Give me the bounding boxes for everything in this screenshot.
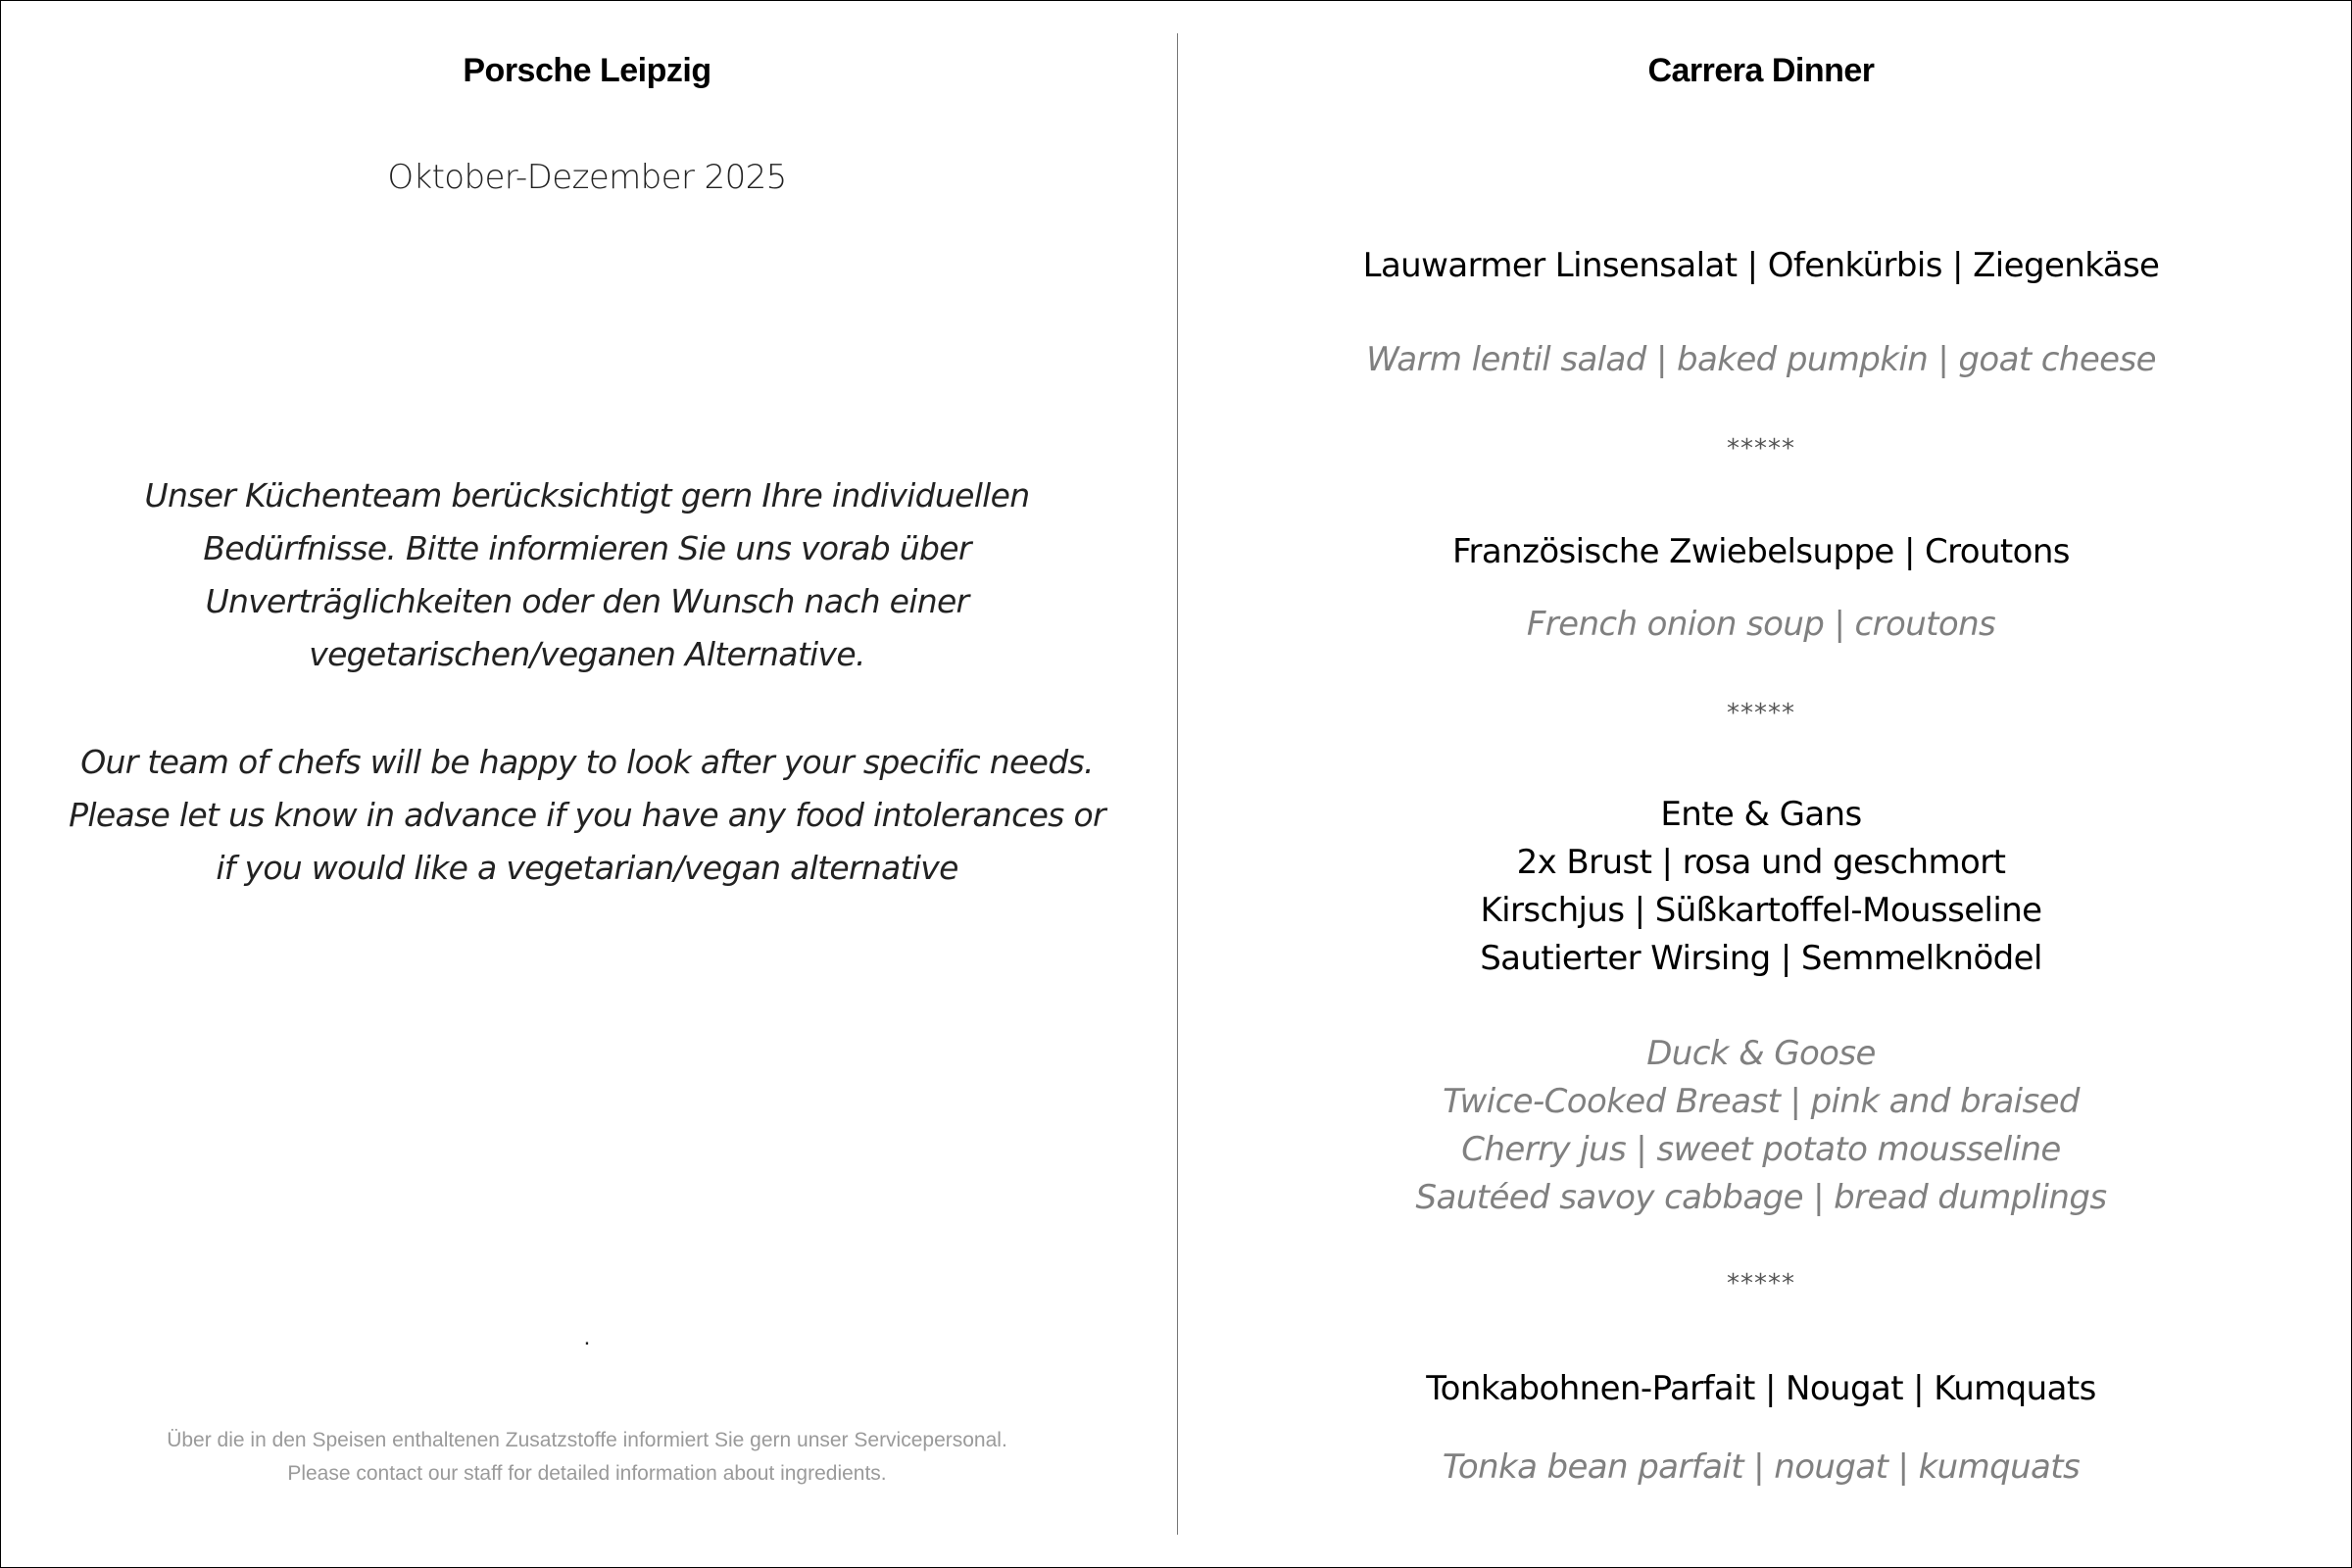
ingredients-footer bbox=[60, 1424, 1114, 1491]
course-english-line: Cherry jus | sweet potato mousseline bbox=[1461, 1130, 2061, 1169]
course-german-line: 2x Brust | rosa und geschmort bbox=[1516, 843, 2006, 882]
course-dessert bbox=[1226, 1365, 2296, 1413]
course-german-line: Tonkabohnen-Parfait | Nougat | Kumquats bbox=[1426, 1369, 2096, 1408]
course-main-translation bbox=[1226, 1030, 2296, 1222]
course-main bbox=[1226, 791, 2296, 983]
dietary-note-english: Our team of chefs will be happy to look after your specific needs. Please let us know in advance if you have any food intolerances or if you would like a vegetarian/vegan alternative bbox=[69, 743, 1105, 887]
course-english-line: Sautéed savoy cabbage | bread dumplings bbox=[1415, 1178, 2107, 1217]
footer-english: Please contact our staff for detailed information about ingredients. bbox=[287, 1462, 887, 1485]
course-separator: ***** bbox=[1727, 699, 1795, 728]
course-soup-translation bbox=[1226, 601, 2296, 649]
course-german-line: Kirschjus | Süßkartoffel-Mousseline bbox=[1480, 891, 2042, 930]
menu-title: Carrera Dinner bbox=[1647, 52, 1875, 89]
course-soup bbox=[1226, 528, 2296, 576]
course-german-line: Sautierter Wirsing | Semmelknödel bbox=[1480, 939, 2042, 978]
dot-mark: . bbox=[583, 1324, 591, 1350]
course-english-line: Tonka bean parfait | nougat | kumquats bbox=[1442, 1447, 2081, 1487]
course-starter-translation bbox=[1226, 336, 2296, 384]
course-dessert-translation bbox=[1226, 1444, 2296, 1492]
course-separator: ***** bbox=[1727, 1269, 1795, 1298]
footer-german: Über die in den Speisen enthaltenen Zusatzstoffe informiert Sie gern unser Servicepersonal. bbox=[167, 1429, 1007, 1451]
course-english-line: Twice-Cooked Breast | pink and braised bbox=[1443, 1082, 2080, 1121]
course-german-line: Französische Zwiebelsuppe | Croutons bbox=[1452, 532, 2070, 571]
course-english-line: French onion soup | croutons bbox=[1526, 605, 1996, 644]
dietary-note-german: Unser Küchenteam berücksichtigt gern Ihre individuellen Bedürfnisse. Bitte informieren Sie uns vorab über Unverträglichkeiten oder den Wunsch nach einer vegetarischen/veganen Alternative. bbox=[144, 476, 1030, 673]
course-starter bbox=[1226, 242, 2296, 290]
venue-title: Porsche Leipzig bbox=[463, 52, 711, 89]
course-english-line: Duck & Goose bbox=[1646, 1034, 1876, 1073]
course-english-line: Warm lentil salad | baked pumpkin | goat cheese bbox=[1366, 340, 2156, 379]
course-separator: ***** bbox=[1727, 434, 1795, 464]
course-german-line: Ente & Gans bbox=[1660, 795, 1862, 834]
column-divider bbox=[1177, 33, 1178, 1535]
course-german-line: Lauwarmer Linsensalat | Ofenkürbis | Ziegenkäse bbox=[1362, 246, 2160, 285]
period-subtitle: Oktober-Dezember 2025 bbox=[387, 158, 787, 197]
